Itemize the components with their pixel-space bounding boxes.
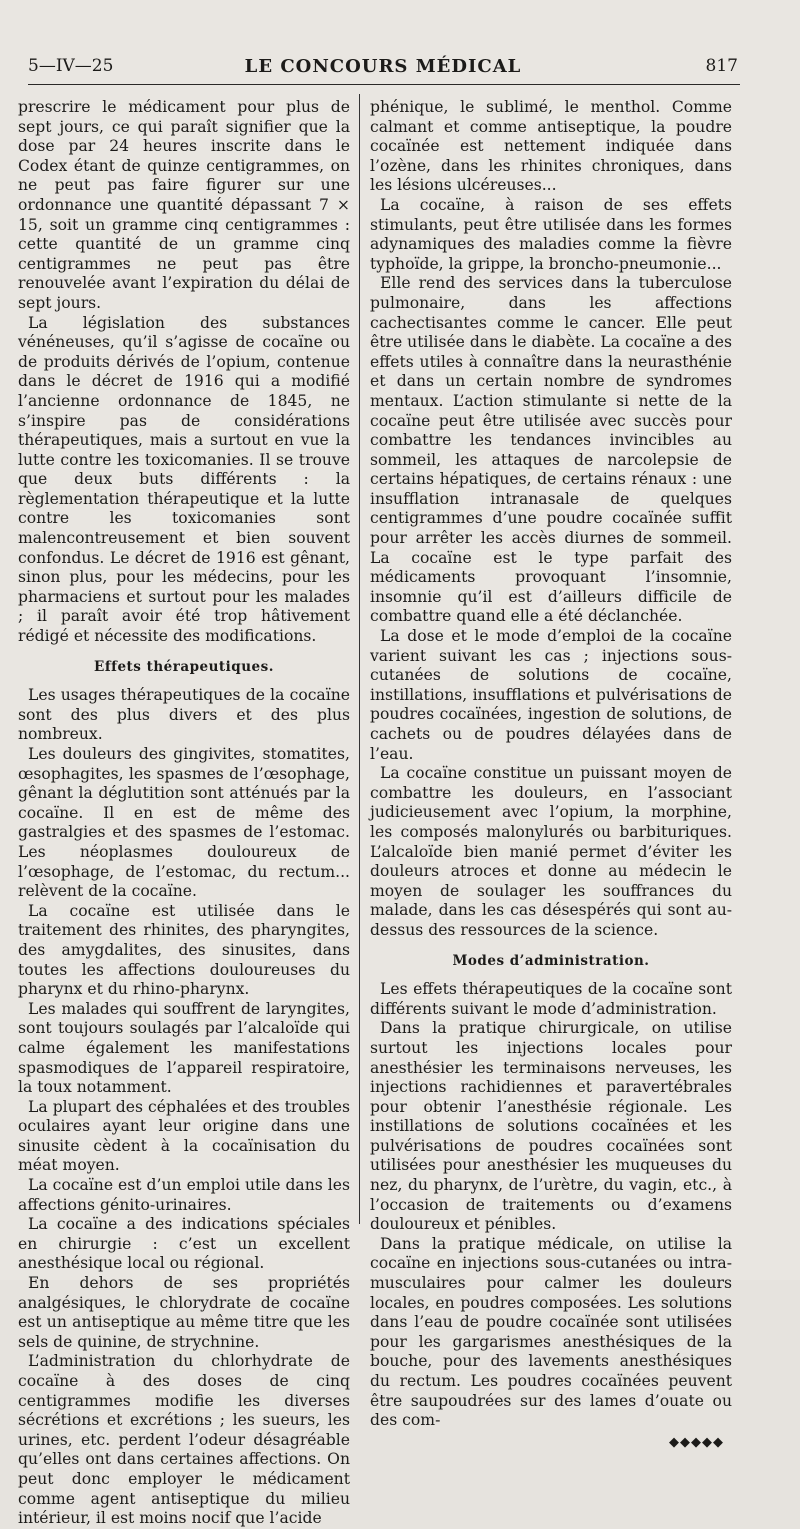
page-number: 817	[705, 56, 738, 76]
paragraph: Les douleurs des gingivites, stomatites, œsophagites, les spasmes de l’œsophage, gênant la déglutition sont atténués par la cocaïne. Il en est de même des gastralgies et des spasmes de l’estomac. Les néoplasmes douloureux de l’œsophage, de l’estomac, du rectum... relèvent de la cocaïne.	[18, 745, 350, 901]
page-header	[28, 56, 738, 82]
column-divider	[359, 94, 360, 1224]
paragraph: La cocaïne a des indications spéciales en chirurgie : c’est un excellent anesthésique local ou régional.	[18, 1215, 350, 1273]
paragraph: Dans la pratique médicale, on utilise la cocaïne en injections sous-cutanées ou intra-musculaires pour calmer les douleurs locales, en poudres composées. Les solutions dans l’eau de poudre cocaïnée sont utilisées pour les gargarismes anesthésiques de la bouche, pour des lavements anesthésiques du rectum. Les poudres cocaïnées peuvent être saupoudrées sur des lames d’ouate ou des com-	[370, 1234, 732, 1430]
paragraph: En dehors de ses propriétés analgésiques, le chlorydrate de cocaïne est un antiseptique au même titre que les sels de quinine, de strychnine.	[18, 1274, 350, 1351]
paragraph: Les effets thérapeutiques de la cocaïne sont différents suivant le mode d’administration.	[370, 980, 732, 1018]
paragraph: La dose et le mode d’emploi de la cocaïne varient suivant les cas ; injections sous-cutanées de solutions de cocaïne, instillations, insufflations et pulvérisations de poudres cocaïnées, ingestion de solutions, de cachets ou de poudres délayées dans de l’eau.	[370, 627, 732, 763]
paragraph: La cocaïne, à raison de ses effets stimulants, peut être utilisée dans les formes adynamiques des maladies comme la fièvre typhoïde, la grippe, la broncho-pneumonie...	[370, 195, 732, 273]
paragraph: Les malades qui souffrent de laryngites, sont toujours soulagés par l’alcaloïde qui calme également les manifestations spasmodiques de l’appareil respiratoire, la toux notamment.	[18, 999, 350, 1097]
paragraph: La cocaïne est d’un emploi utile dans les affections génito-urinaires.	[18, 1176, 350, 1214]
journal-title: LE CONCOURS MÉDICAL	[244, 56, 522, 77]
right-column	[370, 98, 732, 1452]
end-ornament: ◆◆◆◆◆	[669, 1434, 724, 1450]
paragraph: La plupart des céphalées et des troubles oculaires ayant leur origine dans une sinusite cèdent à la cocaïnisation du méat moyen.	[18, 1097, 350, 1175]
paragraph: La législation des substances vénéneuses, qu’il s’agisse de cocaïne ou de produits dérivés de l’opium, contenue dans le décret de 1916 qui a modifié l’ancienne ordonnance de 1845, ne s’inspire pas de considérations thérapeutiques, mais a surtout en vue la lutte contre les toxicomanies. Il se trouve que deux buts différents : la règlementation thérapeutique et la lutte contre les toxicomanies sont malencontreusement et bien souvent confondus. Le décret de 1916 est gênant, sinon plus, pour les médecins, pour les pharmaciens et surtout pour les malades ; il paraît avoir été trop hâtivement rédigé et nécessite des modifications.	[18, 313, 350, 646]
paragraph: Les usages thérapeutiques de la cocaïne sont des plus divers et des plus nombreux.	[18, 686, 350, 744]
paragraph: La cocaïne constitue un puissant moyen de combattre les douleurs, en l’associant judicieusement avec l’opium, la morphine, les composés malonylurés ou barbituriques. L’alcaloïde bien manié permet d’éviter les douleurs atroces et donne au médecin le moyen de soulager les souffrances du malade, dans les cas désespérés qui sont au-dessus des ressources de la science.	[370, 764, 732, 939]
left-column	[18, 98, 350, 1529]
header-date: 5—IV—25	[28, 56, 114, 76]
paragraph: La cocaïne est utilisée dans le traitement des rhinites, des pharyngites, des amygdalites, des sinusites, dans toutes les affections douloureuses du pharynx et du rhino-pharynx.	[18, 901, 350, 999]
paragraph: prescrire le médicament pour plus de sept jours, ce qui paraît signifier que la dose par 24 heures inscrite dans le Codex étant de quinze centigrammes, on ne peut pas faire figurer sur une ordonnance une quantité dépassant 7 × 15, soit un gramme cinq centigrammes : cette quantité de un gramme cinq centigrammes ne peut pas être renouvelée avant l’expiration du délai de sept jours.	[18, 98, 350, 312]
header-rule	[28, 84, 740, 85]
paragraph: Elle rend des services dans la tuberculose pulmonaire, dans les affections cachectisantes comme le cancer. Elle peut être utilisée dans le diabète. La cocaïne a des effets utiles à connaître dans la neurasthénie et dans un certain nombre de syndromes mentaux. L’action stimulante si nette de la cocaïne peut être utilisée avec succès pour combattre les tendances invincibles au sommeil, les attaques de narcolepsie de certains hépatiques, de certains rénaux : une insufflation intranasale de quelques centigrammes d’une poudre cocaïnée suffit pour arrêter les accès diurnes de sommeil. La cocaïne est le type parfait des médicaments provoquant l’insomnie, insomnie qu’il est d’ailleurs difficile de combattre quand elle a été déclanchée.	[370, 274, 732, 626]
paragraph: phénique, le sublimé, le menthol. Comme calmant et comme antiseptique, la poudre cocaïnée est nettement indiquée dans l’ozène, dans les rhinites chroniques, dans les lésions ulcéreuses...	[370, 98, 732, 195]
paragraph: L’administration du chlorhydrate de cocaïne à des doses de cinq centigrammes modifie les diverses sécrétions et excrétions ; les sueurs, les urines, etc. perdent l’odeur désagréable qu’elles ont dans certaines affections. On peut donc employer le médicament comme agent antiseptique du milieu intérieur, il est moins nocif que l’acide	[18, 1352, 350, 1528]
paragraph: Dans la pratique chirurgicale, on utilise surtout les injections locales pour anesthésier les terminaisons nerveuses, les injections rachidiennes et paravertébrales pour obtenir l’anesthésie régionale. Les instillations de solutions cocaïnées et les pulvérisations de poudres cocaïnées sont utilisées pour anesthésier les muqueuses du nez, du pharynx, de l’urètre, du vagin, etc., à l’occasion de traitements ou d’examens douloureux et pénibles.	[370, 1019, 732, 1234]
section-heading: Effets thérapeutiques.	[94, 658, 274, 675]
section-heading: Modes d’administration.	[452, 952, 650, 969]
